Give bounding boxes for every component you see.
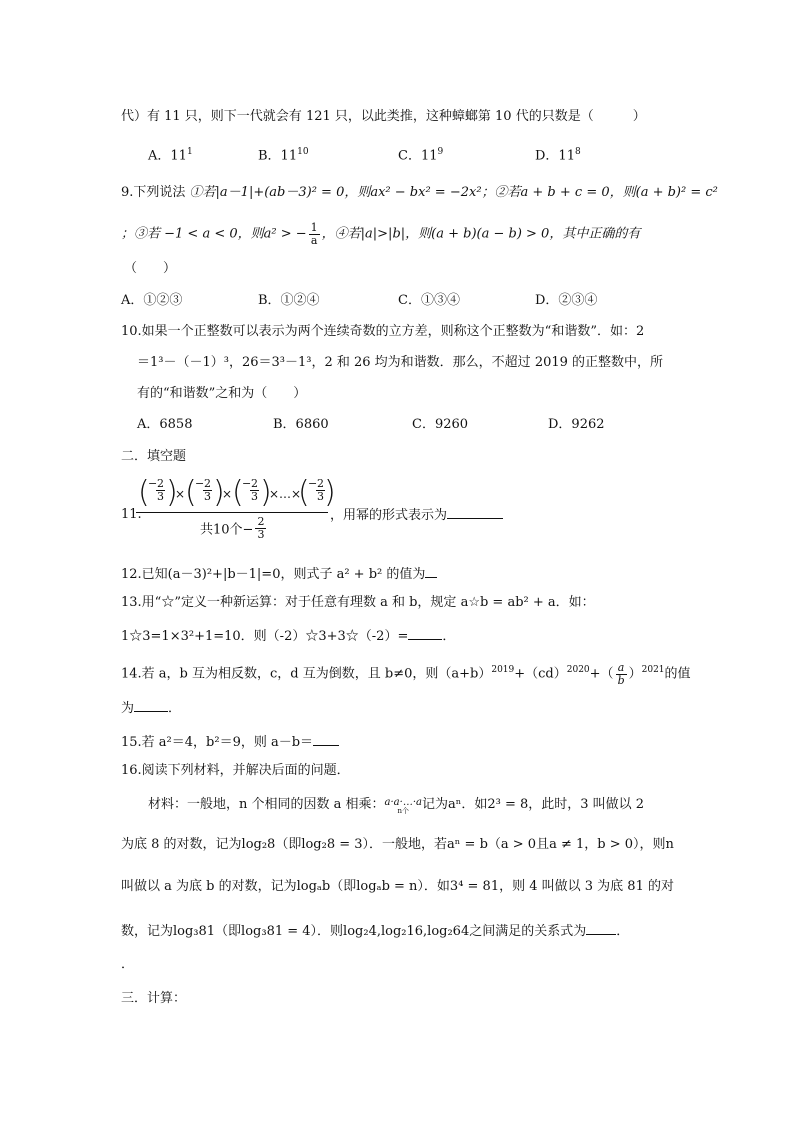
q12-answer-blank[interactable] <box>425 565 437 578</box>
q9-option-c: C．①③④ <box>398 293 460 308</box>
section-fill-blank-heading: 二．填空题 <box>121 449 187 464</box>
q13-line1: 13.用“☆”定义一种新运算：对于任意有理数 a 和 b，规定 a☆b = ab² + a．如： <box>121 595 595 610</box>
q9-line1: 9.下列说法 ①若|a－1|+(ab－3)² = 0，则ax² − bx² = −2x²；②若a + b + c = 0，则(a + b)² = c² <box>121 185 718 200</box>
q10-line1: 10.如果一个正整数可以表示为两个连续奇数的立方差，则称这个正整数为“和谐数”．如：2 <box>121 324 645 339</box>
q16-material-line4: 数，记为log₃81（即log₃81 = 4）．则log₂4,log₂16,log₂64之间满足的关系式为 ． <box>121 924 630 939</box>
q12: 12.已知(a－3)²+|b－1|=0，则式子 a² + b² 的值为 <box>121 565 437 581</box>
q10-option-b: B．6860 <box>273 417 329 432</box>
q14-line1: 14.若 a，b 互为相反数，c，d 互为倒数，且 b≠0，则$(a+b)^{2019}+(cd)^{2020}+$（ $\frac{a}{b}$ ）$^{2021}$的值 <box>121 661 691 687</box>
q9-option-d: D．②③④ <box>535 293 598 308</box>
q16-title: 16.阅读下列材料，并解决后面的问题． <box>121 763 350 778</box>
q9-line2: ；③若 −1 < a < 0，则a² > − $\frac{1}{a}$ ，④若|a|>|b|，则(a + b)(a − b) > 0，其中正确的有 <box>121 221 641 247</box>
q9-paren: （ ） <box>124 261 177 276</box>
q10-option-c: C．9260 <box>412 417 469 432</box>
q8-option-a: A．$11^1$ <box>148 147 193 164</box>
q16-material-line2: 为底 8 的对数，记为log₂8（即log₂8 = 3）．一般地，若aⁿ = b（a > 0且a ≠ 1，b > 0），则n <box>121 837 674 852</box>
q16-trailing-dot: ． <box>121 957 135 972</box>
q16-material-line1: 材料：一般地，n 个相同的因数 a 相乘： a·a·…·a n个 记为aⁿ．如2³ = 8，此时，3 叫做以 2 <box>148 797 645 815</box>
q11-denominator: 共10个− $\frac{2}{3}$ <box>200 515 265 541</box>
section-calculation-heading: 三．计算： <box>121 991 187 1006</box>
q14-line2: 为 ． <box>121 701 182 716</box>
q11-expression: ( − 2 3 ) × ( − 2 3 ) × ( − 2 3 ) ×…× ( − 2 3 ) 共10个− $\frac{2}{3}$ <box>138 475 336 541</box>
q15-answer-blank[interactable] <box>313 733 339 746</box>
q16-answer-blank[interactable] <box>586 922 616 935</box>
q13-answer-blank[interactable] <box>408 627 442 640</box>
q10-line3: 有的“和谐数”之和为（ ） <box>137 386 307 401</box>
q11-label: 11. <box>121 507 142 522</box>
q11-suffix: ，用幂的形式表示为 <box>330 506 503 522</box>
q15: 15.若 a²＝4，b²＝9，则 a－b＝ <box>121 733 339 749</box>
q11-answer-blank[interactable] <box>447 506 503 519</box>
q9-option-b: B．①②④ <box>258 293 320 308</box>
q8-option-c: C．$11^9$ <box>398 147 444 164</box>
q8-option-d: D．$11^8$ <box>535 147 581 164</box>
q10-option-d: D．9262 <box>548 417 605 432</box>
q9-fraction: $\frac{1}{a}$ <box>310 221 318 247</box>
q14-answer-blank[interactable] <box>134 699 168 712</box>
q16-material-line3: 叫做以 a 为底 b 的对数，记为logₐb（即logₐb = n）．如3⁴ = 81，则 4 叫做以 3 为底 81 的对 <box>121 879 674 894</box>
q10-line2: ＝1³－（－1）³，26＝3³－1³，2 和 26 均为和谐数．那么，不超过 2019 的正整数中，所 <box>137 355 664 370</box>
q8-stem-cont: 代）有 11 只，则下一代就会有 121 只，以此类推，这种蟑螂第 10 代的只数是（ ） <box>121 109 646 124</box>
q8-option-b: B．$11^{10}$ <box>258 147 309 164</box>
q9-option-a: A．①②③ <box>121 293 183 308</box>
q10-option-a: A．6858 <box>137 417 193 432</box>
q13-line2: 1☆3=1×3²+1=10．则（-2）☆3+3☆（-2）= ． <box>121 629 456 644</box>
